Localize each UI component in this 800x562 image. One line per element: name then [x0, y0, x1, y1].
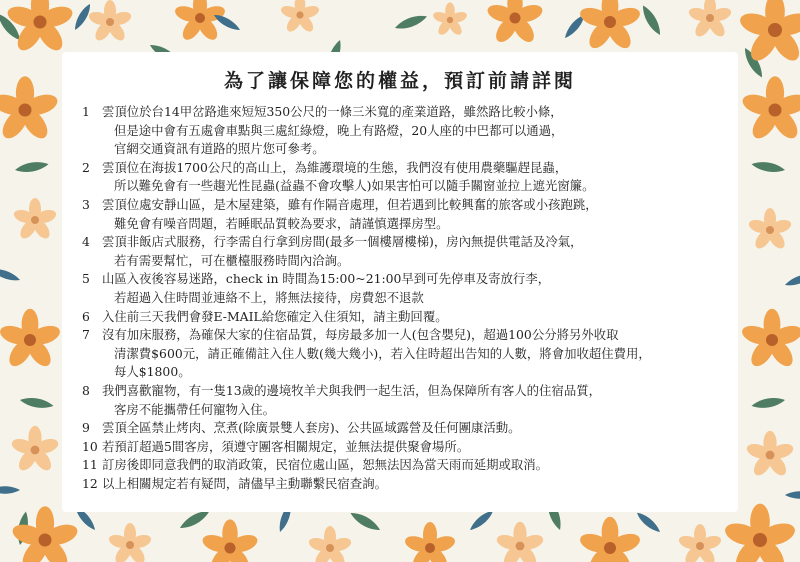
notice-text: [96, 270, 782, 307]
notice-line: 清潔費$600元，請正確備註入住人數(幾大幾小)，若入住時超出告知的人數，將會加收超住費用，: [114, 345, 651, 361]
notice-text: [96, 438, 782, 457]
notice-line: 若有需要幫忙，可在櫃檯服務時間內洽詢。: [114, 252, 350, 268]
notice-line: 雲頂位處安靜山區，是木屋建築，雖有作隔音處理，但若遇到比較興奮的旅客或小孩跑跳，: [102, 196, 598, 212]
notice-line: 但是途中會有五處會車點與三處紅綠燈，晚上有路燈，20人座的中巴都可以通過，: [114, 122, 564, 138]
notice-item: [82, 103, 782, 159]
notice-number: 1: [82, 104, 90, 119]
notice-text: [96, 103, 782, 159]
notice-item: [82, 308, 782, 327]
notice-line: 沒有加床服務，為確保大家的住宿品質，每房最多加一人(包含嬰兒)，超過100公分將另外收取: [102, 327, 619, 343]
notice-text: [96, 326, 782, 382]
notice-item: [82, 196, 782, 233]
notice-item: [82, 270, 782, 307]
notice-line: 所以難免會有一些趨光性昆蟲(益蟲不會攻擊人)如果害怕可以隨手關窗並拉上遮光窗簾。: [114, 178, 595, 194]
notice-number: 7: [82, 327, 90, 343]
notice-line: 官網交通資訊有道路的照片您可參考。: [114, 141, 325, 157]
notice-number: 5: [82, 271, 90, 287]
notice-number: 4: [82, 234, 90, 250]
notice-text: [96, 419, 782, 438]
notice-line: 雲頂非飯店式服務，行李需自行拿到房間(最多一個樓層樓梯)，房內無提供電話及冷氣，: [102, 234, 583, 250]
notice-line: 我們喜歡寵物，有一隻13歲的邊境牧羊犬與我們一起生活，但為保障所有客人的住宿品質，: [102, 382, 602, 398]
notice-number: 3: [82, 196, 90, 212]
page-title: 為了讓保障您的權益，預訂前請詳閱: [223, 70, 576, 92]
notice-item: [82, 382, 782, 419]
notice-line: 以上相關規定若有疑問，請儘早主動聯繫民宿查詢。: [102, 475, 387, 491]
notice-text: [96, 233, 782, 270]
notice-line: 雲頂位於台14甲岔路進來短短350公尺的一條三米寬的產業道路，雖然路比較小條，: [102, 104, 563, 119]
notice-number: 9: [82, 420, 90, 436]
notice-text: [96, 196, 782, 233]
notice-number: 8: [82, 382, 90, 398]
notice-line: 客房不能攜帶任何寵物入住。: [114, 401, 276, 417]
notice-line: 雲頂全區禁止烤肉、烹煮(除廣景雙人套房)、公共區域露營及任何團康活動。: [102, 420, 521, 436]
notice-line: 若超過入住時間並連絡不上，將無法接待，房費恕不退款: [114, 289, 424, 305]
notice-number: 6: [82, 308, 90, 324]
notice-line: 若預訂超過5間客房，須遵守團客相關規定，並無法提供聚會場所。: [102, 438, 470, 454]
notice-item: [82, 475, 782, 494]
notice-number: 10: [82, 438, 98, 454]
notice-list: [82, 103, 782, 493]
notice-item: [82, 456, 782, 475]
notice-line: 入住前三天我們會發E-MAIL給您確定入住須知，請主動回覆。: [102, 308, 448, 324]
notice-line: 訂房後即同意我們的取消政策，民宿位處山區，恕無法因為當天雨而延期或取消。: [102, 457, 549, 473]
notice-line: 山區入夜後容易迷路，check in 時間為15:00~21:00早到可先停車及寄放行李，: [102, 271, 551, 287]
notice-text: [96, 456, 782, 475]
notice-item: [82, 159, 782, 196]
notice-number: 12: [82, 475, 98, 491]
notice-line: 雲頂位在海拔1700公尺的高山上，為維護環境的生態，我們沒有使用農藥驅趕昆蟲，: [102, 159, 568, 175]
notice-number: 2: [82, 159, 90, 175]
notice-number: 11: [82, 457, 98, 473]
notice-text: [96, 308, 782, 327]
notice-text: [96, 382, 782, 419]
notice-line: 難免會有噪音問題，若睡眠品質較為要求，請謹慎選擇房型。: [114, 215, 449, 231]
notice-text: [96, 475, 782, 494]
notice-item: [82, 233, 782, 270]
notice-item: [82, 326, 782, 382]
notice-line: 每人$1800。: [114, 364, 191, 380]
notice-item: [82, 438, 782, 457]
notice-item: [82, 419, 782, 438]
notice-text: [96, 159, 782, 196]
